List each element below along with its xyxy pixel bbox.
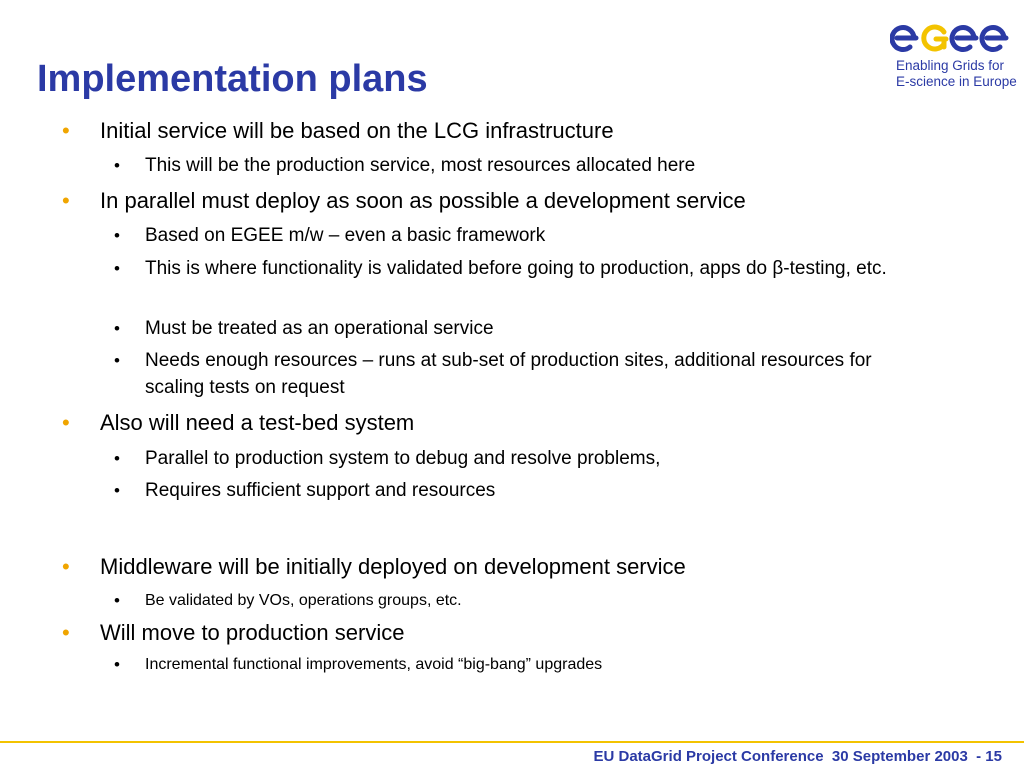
sub-bullet-text: Incremental functional improvements, avoid “big-bang” upgrades	[145, 656, 603, 673]
bullet-marker: •	[62, 410, 70, 435]
sub-bullet-text: Requires sufficient support and resources	[145, 480, 496, 501]
bullet-marker: •	[62, 118, 70, 143]
sub-bullet-marker: •	[114, 591, 120, 610]
sub-bullet-text: Needs enough resources – runs at sub-set of production sites, additional resources for scaling tests on request	[145, 350, 872, 398]
sub-bullet-text: This will be the production service, most resources allocated here	[145, 155, 696, 176]
sub-bullet-text: Parallel to production system to debug and resolve problems,	[145, 448, 661, 469]
sub-bullet-text: Must be treated as an operational service	[145, 318, 494, 339]
sub-bullet-text: This is where functionality is validated before going to production, apps do β-testing, etc.	[145, 258, 887, 279]
bullet-text: Initial service will be based on the LCG infrastructure	[100, 118, 614, 143]
slide-title: Implementation plans	[37, 58, 428, 100]
logo-tagline-line2: E-science in Europe	[896, 74, 1017, 89]
bullet-marker: •	[62, 188, 70, 213]
bullet-text: Also will need a test-bed system	[100, 410, 415, 435]
sub-bullet-text: Be validated by VOs, operations groups, etc.	[145, 592, 462, 609]
logo-tagline-line1: Enabling Grids for	[896, 58, 1005, 73]
bullet-text: In parallel must deploy as soon as possible a development service	[100, 188, 746, 213]
sub-bullet-marker: •	[114, 449, 120, 468]
bullet-text: Will move to production service	[100, 620, 405, 645]
bullet-text: Middleware will be initially deployed on development service	[100, 554, 686, 579]
sub-bullet-marker: •	[114, 156, 120, 175]
bullet-marker: •	[62, 620, 70, 645]
sub-bullet-marker: •	[114, 226, 120, 245]
sub-bullet-marker: •	[114, 319, 120, 338]
sub-bullet-marker: •	[114, 259, 120, 278]
slide-footer: EU DataGrid Project Conference 30 September 2003 - 15	[593, 748, 1002, 765]
sub-bullet-text: Based on EGEE m/w – even a basic framework	[145, 225, 546, 246]
sub-bullet-marker: •	[114, 351, 120, 370]
bullet-marker: •	[62, 554, 70, 579]
sub-bullet-marker: •	[114, 481, 120, 500]
sub-bullet-marker: •	[114, 655, 120, 674]
footer-divider	[0, 741, 1024, 743]
